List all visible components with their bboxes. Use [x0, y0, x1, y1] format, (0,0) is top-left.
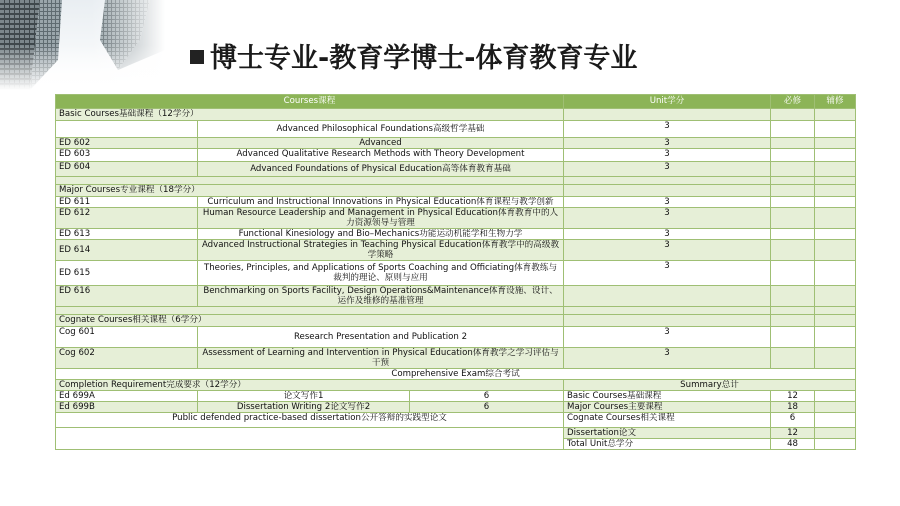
course-unit: 3 — [564, 229, 771, 240]
header-courses: Courses课程 — [56, 95, 564, 109]
defended-dissertation: Public defended practice-based dissertation公开答辩的实践型论文 — [56, 413, 564, 428]
course-code: Cog 601 — [56, 327, 198, 348]
header-elective: 辅修 — [815, 95, 856, 109]
cognate-heading: Cognate Courses相关课程（6学分） — [56, 315, 564, 327]
table-row — [56, 327, 856, 348]
course-code: ED 611 — [56, 197, 198, 208]
summary-label: Cognate Courses相关课程 — [564, 413, 771, 428]
table-row — [56, 208, 856, 229]
course-code — [56, 121, 198, 138]
table-row — [56, 197, 856, 208]
course-unit: 3 — [564, 162, 771, 177]
comprehensive-exam: Comprehensive Exam综合考试 — [56, 369, 856, 380]
course-name: Advanced — [198, 138, 564, 149]
summary-value: 12 — [771, 428, 815, 439]
summary-value: 18 — [771, 402, 815, 413]
course-unit: 3 — [564, 138, 771, 149]
summary-label: Major Courses主要课程 — [564, 402, 771, 413]
course-code: ED 604 — [56, 162, 198, 177]
section-heading-row — [56, 380, 856, 391]
course-code: Cog 602 — [56, 348, 198, 369]
course-unit: 3 — [564, 149, 771, 162]
course-name: Functional Kinesiology and Bio–Mechanics功能运动机能学和生物力学 — [198, 229, 564, 240]
section-heading-row — [56, 185, 856, 197]
course-unit: 3 — [564, 261, 771, 286]
course-unit: 3 — [564, 121, 771, 138]
summary-label: Basic Courses基础课程 — [564, 391, 771, 402]
course-name: Benchmarking on Sports Facility, Design Operations&Maintenance体育设施、设计、运作及维修的基准管理 — [198, 286, 564, 307]
page-title — [190, 36, 637, 75]
summary-label: Dissertation论文 — [564, 428, 771, 439]
basic-heading: Basic Courses基础课程（12学分） — [56, 109, 564, 121]
course-code: ED 613 — [56, 229, 198, 240]
course-name: Assessment of Learning and Intervention in Physical Education体育教学之学习评估与干预 — [198, 348, 564, 369]
table-row — [56, 348, 856, 369]
summary-label: Total Unit总学分 — [564, 439, 771, 450]
course-name: Advanced Qualitative Research Methods with Theory Development — [198, 149, 564, 162]
table-row — [56, 149, 856, 162]
course-code: Ed 699A — [56, 391, 198, 402]
course-code: ED 603 — [56, 149, 198, 162]
course-name: Advanced Philosophical Foundations高级哲学基础 — [198, 121, 564, 138]
header-required: 必修 — [771, 95, 815, 109]
course-unit: 6 — [410, 391, 564, 402]
course-code: ED 615 — [56, 261, 198, 286]
course-unit: 3 — [564, 240, 771, 261]
table-row — [56, 229, 856, 240]
summary-value: 12 — [771, 391, 815, 402]
table-header-row — [56, 95, 856, 109]
section-heading-row — [56, 109, 856, 121]
course-name: Dissertation Writing 2论文写作2 — [198, 402, 410, 413]
course-unit: 3 — [564, 208, 771, 229]
course-unit: 3 — [564, 197, 771, 208]
course-name: Human Resource Leadership and Management in Physical Education体育教育中的人力资源领导与管理 — [198, 208, 564, 229]
summary-heading: Summary总计 — [564, 380, 856, 391]
course-code: ED 602 — [56, 138, 198, 149]
course-unit: 3 — [564, 327, 771, 348]
summary-value: 6 — [771, 413, 815, 428]
course-name: Advanced Instructional Strategies in Teaching Physical Education体育教学中的高级教学策略 — [198, 240, 564, 261]
curriculum-table — [55, 94, 856, 450]
course-name: Theories, Principles, and Applications of Sports Coaching and Officiating体育教练与裁判的理论、原则与应用 — [198, 261, 564, 286]
course-name: Advanced Foundations of Physical Education高等体育教育基础 — [198, 162, 564, 177]
section-heading-row — [56, 315, 856, 327]
major-heading: Major Courses专业课程（18学分） — [56, 185, 564, 197]
course-unit — [564, 286, 771, 307]
table-row — [56, 391, 856, 402]
course-code: Ed 699B — [56, 402, 198, 413]
table-row — [56, 428, 856, 439]
table-row — [56, 240, 856, 261]
course-unit: 6 — [410, 402, 564, 413]
spacer-row — [56, 177, 856, 185]
course-name: Research Presentation and Publication 2 — [198, 327, 564, 348]
exam-row — [56, 369, 856, 380]
spacer-row — [56, 307, 856, 315]
table-row — [56, 121, 856, 138]
course-unit: 3 — [564, 348, 771, 369]
table-row — [56, 261, 856, 286]
header-unit: Unit学分 — [564, 95, 771, 109]
course-name: Curriculum and Instructional Innovations in Physical Education体育课程与教学创新 — [198, 197, 564, 208]
completion-heading: Completion Requirement完成要求（12学分） — [56, 380, 564, 391]
course-code: ED 616 — [56, 286, 198, 307]
building-photo — [0, 0, 165, 90]
table-row — [56, 162, 856, 177]
course-code: ED 612 — [56, 208, 198, 229]
table-row — [56, 413, 856, 428]
table-row — [56, 286, 856, 307]
summary-value: 48 — [771, 439, 815, 450]
course-name: 论文写作1 — [198, 391, 410, 402]
table-row — [56, 138, 856, 149]
course-code: ED 614 — [56, 240, 198, 261]
square-bullet-icon — [190, 50, 204, 64]
table-row — [56, 402, 856, 413]
page-title-text: 博士专业-教育学博士-体育教育专业 — [210, 43, 638, 74]
